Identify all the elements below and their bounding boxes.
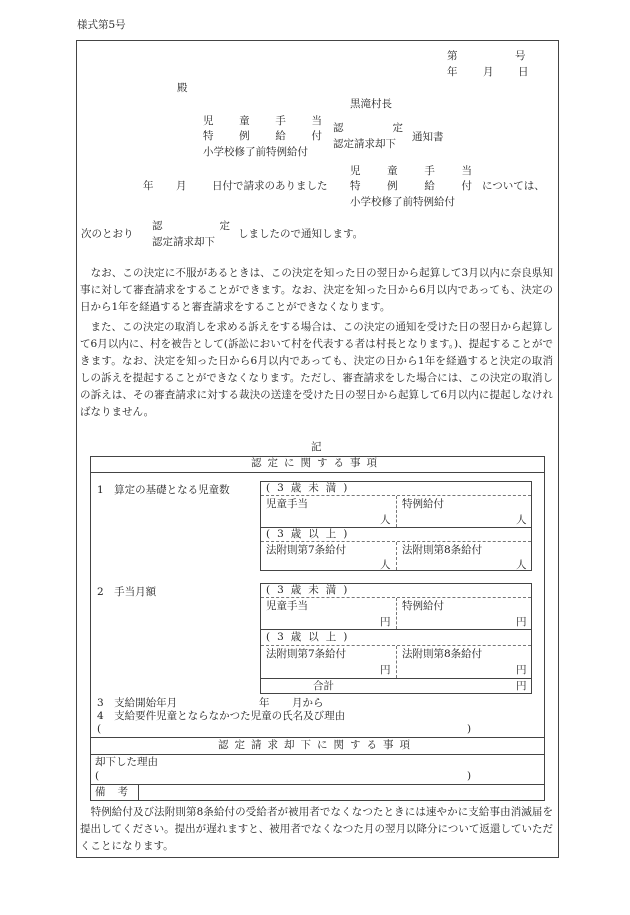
item3-year: 年: [259, 697, 270, 709]
spaced-char: 定: [392, 122, 403, 134]
spaced-char: 例: [387, 180, 398, 192]
item2-unit-4: 円: [516, 664, 527, 676]
spaced-char: 童: [387, 165, 398, 177]
item2-unit-2: 円: [516, 616, 527, 628]
title-allowance-2: [203, 130, 322, 143]
spaced-char: 特: [350, 180, 361, 192]
rejection-top-line: [90, 737, 544, 738]
intro-regarding: については、: [482, 180, 545, 192]
item2-jido-teate: 児童手当: [266, 600, 308, 612]
spaced-char: 手: [424, 165, 435, 177]
spaced-char: 特: [203, 130, 214, 142]
notice-paragraph-1: なお、この決定に不服があるときは、この決定を知った日の翌日から起算して3月以内に奈良県知事に対して審査請求をすることができます。なお、決定を知った日から6月以内であっても、決定の日から1年を経過すると審査請求をすることができなくなります。: [80, 267, 553, 313]
item1-divider-2: [396, 542, 397, 570]
item2-total-unit: 円: [516, 680, 527, 692]
intro-decision-1: [152, 220, 230, 233]
item4-close-paren: ): [467, 723, 472, 735]
item1-unit-2: 人: [516, 514, 527, 526]
item1-over3: (3歳以上): [266, 528, 355, 540]
item2-divider-2: [396, 646, 397, 678]
spaced-char: 児: [203, 115, 214, 127]
spaced-char: 認: [152, 220, 163, 232]
item4-open-paren: (: [97, 723, 102, 735]
issuer: 黒滝村長: [350, 98, 392, 110]
item1-jido-teate: 児童手当: [266, 498, 308, 510]
spaced-char: 認: [333, 122, 344, 134]
notice-paragraph-2: また、この決定の取消しを求める訴えをする場合は、この決定の通知を受けた日の翌日から起算して6月以内に、村を被告として(訴訟において村を代表する者は村長となります。)、提起することができます。なお、決定を知った日から6月以内であっても、決定の日から1年を経過すると決定の取消しの訴えを提起することができなくなります。ただし、審査請求をした場合には、この決定の取消しの訴えは、その審査請求に対する裁決の送達を受けた日の翌日から起算して6月以内に提起しなければなりません。: [80, 321, 553, 418]
item2-over3: (3歳以上): [266, 631, 355, 643]
ki-label: 記: [311, 441, 322, 453]
item1-art7: 法附則第7条給付: [266, 544, 347, 556]
item2-total: 合計: [313, 680, 334, 692]
title-allowance-1: [203, 115, 322, 128]
rejection-header-line: [90, 754, 544, 755]
item1-unit-3: 人: [380, 559, 391, 571]
item2-tokurei-kyufu: 特例給付: [402, 600, 444, 612]
title-allowance-3: 小学校修了前特例給付: [203, 146, 308, 158]
intro-closing: しましたので通知します。: [238, 228, 364, 240]
approval-header-line: [90, 472, 544, 473]
item2-label: 2 手当月額: [97, 586, 157, 598]
intro-year: 年: [143, 180, 154, 192]
spaced-char: 手: [275, 115, 286, 127]
spaced-char: 童: [239, 115, 250, 127]
number-label: 第: [447, 50, 458, 62]
intro-date-text: 日付で請求のありました: [212, 180, 328, 192]
intro-decision-2: 認定請求却下: [152, 236, 215, 248]
title-decision-2: 認定請求却下: [333, 138, 396, 150]
table-bottom-line: [90, 800, 545, 801]
rejection-header: 認定請求却下に関する事項: [218, 739, 416, 751]
intro-allowance-2: [350, 180, 472, 193]
item2-divider-1: [396, 598, 397, 629]
intro-allowance-3: 小学校修了前特例給付: [350, 196, 455, 208]
item3-label: 3 支給開始年月: [97, 697, 178, 709]
spaced-char: 定: [219, 220, 230, 232]
spaced-char: 児: [350, 165, 361, 177]
item4-label: 4 支給要件児童とならなかつた児童の氏名及び理由: [97, 710, 346, 722]
item2-art8: 法附則第8条給付: [402, 648, 483, 660]
day-label: 日: [518, 66, 529, 78]
number-suffix: 号: [515, 50, 526, 62]
item1-divider-1: [396, 496, 397, 527]
rejection-reason-label: 却下した理由: [95, 756, 158, 768]
intro-month: 月: [176, 180, 187, 192]
item2-mid-line: [261, 629, 531, 630]
item1-tokurei-kyufu: 特例給付: [402, 498, 444, 510]
remarks-label: 備考: [95, 786, 140, 798]
item2-under3: (3歳未満): [266, 584, 355, 596]
year-label: 年: [447, 66, 458, 78]
item1-unit-4: 人: [516, 559, 527, 571]
item2-total-line: [261, 678, 531, 679]
item2-unit-3: 円: [380, 664, 391, 676]
item1-label: 1 算定の基礎となる児童数: [97, 484, 230, 496]
rejection-close-paren: ): [467, 770, 472, 782]
title-suffix: 通知書: [412, 131, 444, 143]
intro-allowance-1: [350, 165, 472, 178]
item3-month: 月から: [292, 697, 324, 709]
spaced-char: 給: [275, 130, 286, 142]
item1-unit-1: 人: [380, 514, 391, 526]
form-number: 様式第5号: [77, 19, 126, 31]
rejection-open-paren: (: [95, 770, 100, 782]
footer-note: 特例給付及び法附則第8条給付の受給者が被用者でなくなつたときには速やかに支給事由消滅届を提出してください。提出が遅れますと、被用者でなくなつた月の翌月以降分について返還していただくことになります。: [80, 806, 553, 852]
month-label: 月: [483, 66, 494, 78]
spaced-char: 当: [461, 165, 472, 177]
spaced-char: 付: [311, 130, 322, 142]
approval-header: 認定に関する事項: [251, 457, 383, 469]
spaced-char: 当: [311, 115, 322, 127]
item1-art8: 法附則第8条給付: [402, 544, 483, 556]
remarks-top-line: [90, 784, 544, 785]
item1-under3: (3歳未満): [266, 482, 355, 494]
intro-lead: 次のとおり: [81, 228, 134, 240]
item2-unit-1: 円: [380, 616, 391, 628]
item2-art7: 法附則第7条給付: [266, 648, 347, 660]
spaced-char: 付: [461, 180, 472, 192]
spaced-char: 例: [239, 130, 250, 142]
title-decision-1: [333, 122, 403, 135]
remarks-divider: [138, 784, 139, 800]
spaced-char: 給: [424, 180, 435, 192]
honorific: 殿: [177, 82, 188, 94]
